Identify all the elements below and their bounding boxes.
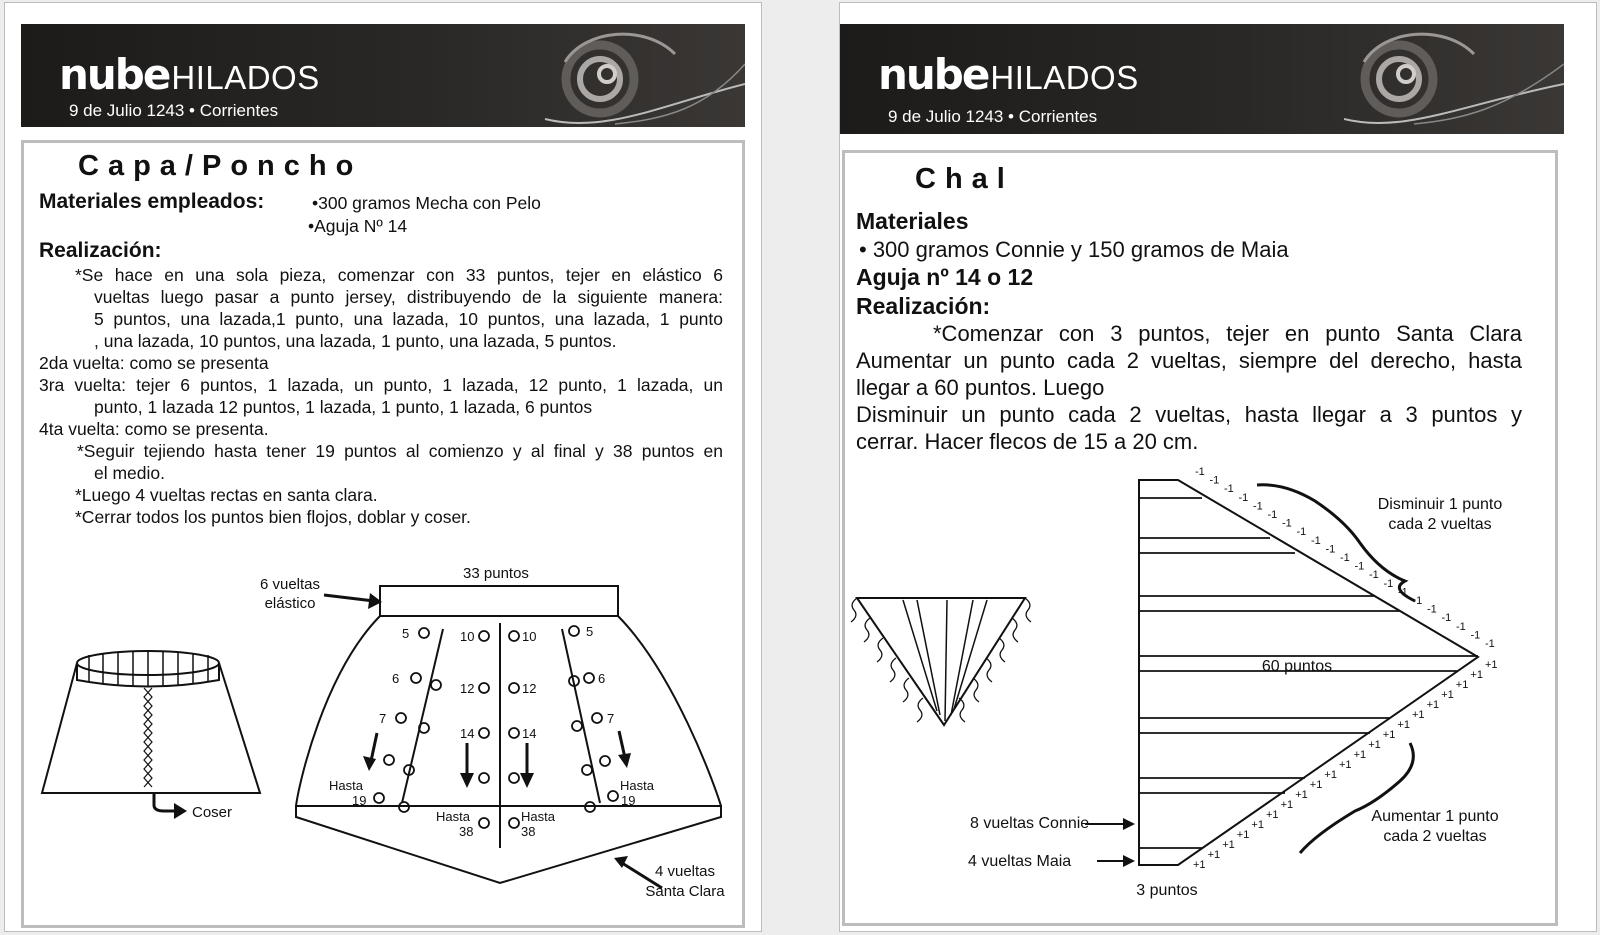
increase-mark: +1 — [1470, 669, 1483, 681]
instruction-line: 3ra vuelta: tejer 6 puntos, 1 lazada, un punto, 1 lazada, 12 punto, 1 lazada, un — [39, 375, 723, 395]
decrease-mark: -1 — [1354, 560, 1365, 573]
decrease-mark: -1 — [1209, 474, 1220, 487]
instruction-line: cerrar. Hacer flecos de 15 a 20 cm. — [856, 429, 1199, 454]
decrease-mark: -1 — [1296, 526, 1307, 539]
fringe-icon — [851, 598, 1031, 722]
decrease-mark: -1 — [1383, 577, 1394, 590]
decrease-mark: -1 — [1369, 569, 1379, 582]
instruction-line: el medio. — [94, 463, 166, 483]
increase-mark: +1 — [1207, 849, 1221, 861]
instruction-line: *Seguir tejiendo hasta tener 19 puntos al comienzo y al final y 38 puntos en — [77, 441, 723, 461]
decrease-mark: -1 — [1456, 620, 1466, 633]
pattern-title: Chal — [915, 163, 1014, 195]
label-sew: Coser — [192, 804, 233, 821]
instruction-line: 2da vuelta: como se presenta — [39, 353, 269, 373]
stitch-count: 19 — [352, 793, 367, 808]
label-santa-clara: 4 vueltas — [654, 863, 716, 880]
stitch-count: 12 — [522, 681, 537, 696]
pattern-content-box — [21, 140, 745, 928]
increase-mark: +1 — [1397, 719, 1410, 731]
increase-mark: +1 — [1382, 729, 1396, 741]
stitch-count: 6 — [598, 671, 606, 686]
increase-mark: +1 — [1412, 709, 1425, 721]
decrease-mark: -1 — [1470, 629, 1481, 642]
label-60-puntos: 60 puntos — [1261, 658, 1333, 675]
label-increase: Aumentar 1 punto — [1371, 808, 1499, 825]
decrease-mark: -1 — [1441, 612, 1452, 625]
stitch-count: 38 — [459, 824, 474, 839]
realization-heading: Realización: — [856, 293, 991, 319]
decrease-mark: -1 — [1195, 466, 1205, 478]
increase-mark: +1 — [1455, 679, 1469, 691]
stitch-count: 7 — [607, 711, 615, 726]
decrease-mark: -1 — [1267, 509, 1278, 521]
increase-mark: +1 — [1353, 749, 1367, 761]
label-decrease: cada 2 vueltas — [1388, 516, 1492, 533]
hasta-label: Hasta — [329, 778, 363, 793]
stitch-count: 14 — [522, 726, 537, 741]
label-increase: cada 2 vueltas — [1383, 828, 1487, 845]
increase-mark: +1 — [1236, 829, 1250, 841]
label-santa-clara: Santa Clara — [645, 883, 725, 900]
shawl-thumbnail — [857, 598, 1025, 725]
increase-mark: +1 — [1339, 759, 1352, 771]
stitch-count: 6 — [392, 671, 400, 686]
hasta-label: Hasta — [620, 778, 654, 793]
increase-mark: +1 — [1251, 819, 1264, 831]
increase-mark: +1 — [1368, 739, 1381, 751]
decrease-mark: -1 — [1485, 638, 1495, 650]
stitch-count: 14 — [460, 726, 475, 741]
decrease-mark: -1 — [1340, 552, 1350, 564]
decrease-mark: -1 — [1325, 543, 1336, 556]
instruction-line: *Se hace en una sola pieza, comenzar con 33 puntos, tejer en elástico 6 — [75, 265, 723, 285]
stitch-count: 19 — [621, 793, 636, 808]
material-item: •Aguja Nº 14 — [308, 216, 408, 236]
poncho-diagram — [24, 543, 742, 923]
instruction-line: Aumentar un punto cada 2 vueltas, siempre del derecho, hasta — [856, 348, 1522, 373]
label-maia: 4 vueltas Maia — [968, 853, 1072, 870]
materials-heading: Materiales empleados: — [39, 190, 265, 213]
swirl-decoration-icon — [525, 24, 745, 127]
instruction-line: *Cerrar todos los puntos bien flojos, doblar y coser. — [75, 507, 471, 527]
elastic-band — [380, 586, 618, 616]
instruction-line: 4ta vuelta: como se presenta. — [39, 419, 269, 439]
increase-mark: +1 — [1222, 839, 1235, 851]
increase-mark: +1 — [1324, 769, 1337, 781]
decrease-mark: -1 — [1253, 500, 1263, 513]
label-connie: 8 vueltas Connie — [970, 815, 1090, 832]
decrease-mark: -1 — [1427, 603, 1437, 616]
needle-heading: Aguja nº 14 o 12 — [856, 264, 1034, 290]
swirl-decoration-icon — [1344, 24, 1564, 134]
stitch-count: 7 — [379, 711, 387, 726]
increase-mark: +1 — [1280, 799, 1294, 811]
stitch-count: 5 — [402, 626, 410, 641]
brand-logo: nubeHILADOS — [878, 50, 1139, 99]
instruction-line: llegar a 60 puntos. Luego — [856, 375, 1105, 400]
increase-mark: +1 — [1309, 779, 1323, 791]
stitch-count: 5 — [586, 624, 594, 639]
stitch-count: 10 — [522, 629, 537, 644]
decrease-mark: -1 — [1224, 483, 1234, 496]
label-decrease: Disminuir 1 punto — [1377, 496, 1503, 513]
instruction-line: *Luego 4 vueltas rectas en santa clara. — [75, 485, 378, 505]
poncho-side-view — [42, 663, 260, 793]
increase-mark: +1 — [1266, 809, 1279, 821]
shawl-diagram — [845, 463, 1555, 923]
instruction-line: vueltas luego pasar a punto jersey, distribuyendo de la siguiente manera: — [94, 287, 723, 307]
instruction-line: punto, 1 lazada 12 puntos, 1 lazada, 1 punto, 1 lazada, 6 puntos — [94, 397, 593, 417]
hasta-label: Hasta — [521, 809, 555, 824]
store-address: 9 de Julio 1243 • Corrientes — [69, 101, 279, 120]
brand-logo: nubeHILADOS — [59, 50, 320, 99]
decrease-mark: -1 — [1282, 517, 1292, 530]
decrease-mark: -1 — [1238, 491, 1249, 504]
increase-mark: +1 — [1441, 689, 1454, 701]
label-33-puntos: 33 puntos — [463, 565, 529, 582]
pattern-page-chal — [839, 2, 1597, 932]
label-3-puntos: 3 puntos — [1136, 882, 1198, 899]
pattern-title: Capa/Poncho — [78, 150, 363, 182]
realization-heading: Realización: — [39, 239, 162, 262]
label-elastic: 6 vueltas — [259, 576, 321, 593]
decrease-mark: -1 — [1311, 534, 1321, 547]
material-item: •300 gramos Mecha con Pelo — [312, 193, 541, 213]
store-address: 9 de Julio 1243 • Corrientes — [888, 107, 1098, 126]
material-item: • 300 gramos Connie y 150 gramos de Maia — [859, 237, 1289, 262]
label-elastic: elástico — [264, 595, 316, 612]
brand-header — [21, 24, 745, 127]
stitch-count: 12 — [460, 681, 475, 696]
pattern-content-box — [842, 150, 1558, 926]
instruction-line: 5 puntos, una lazada,1 punto, una lazada, 10 puntos, una lazada, 1 punto — [94, 309, 723, 329]
brand-header — [840, 24, 1564, 134]
instruction-line: Disminuir un punto cada 2 vueltas, hasta llegar a 3 puntos y — [856, 402, 1522, 427]
decrease-mark: -1 — [1412, 595, 1423, 607]
pattern-page-capa-poncho — [4, 2, 762, 932]
arrow-icons — [1085, 824, 1125, 861]
stitch-count: 38 — [521, 824, 536, 839]
increase-mark: +1 — [1426, 699, 1440, 711]
increase-mark: +1 — [1295, 789, 1308, 801]
increase-mark: +1 — [1193, 859, 1206, 871]
instruction-line: , una lazada, 10 puntos, una lazada, 1 punto, una lazada, 5 puntos. — [94, 331, 617, 351]
materials-heading: Materiales — [856, 208, 969, 234]
increase-mark: +1 — [1485, 659, 1498, 671]
seam-lacing-icon — [144, 688, 152, 787]
eyelet-marks — [374, 626, 618, 828]
instruction-line: *Comenzar con 3 puntos, tejer en punto Santa Clara — [933, 321, 1522, 346]
stitch-count: 10 — [460, 629, 475, 644]
hasta-label: Hasta — [436, 809, 470, 824]
decrease-mark: -1 — [1398, 586, 1408, 599]
